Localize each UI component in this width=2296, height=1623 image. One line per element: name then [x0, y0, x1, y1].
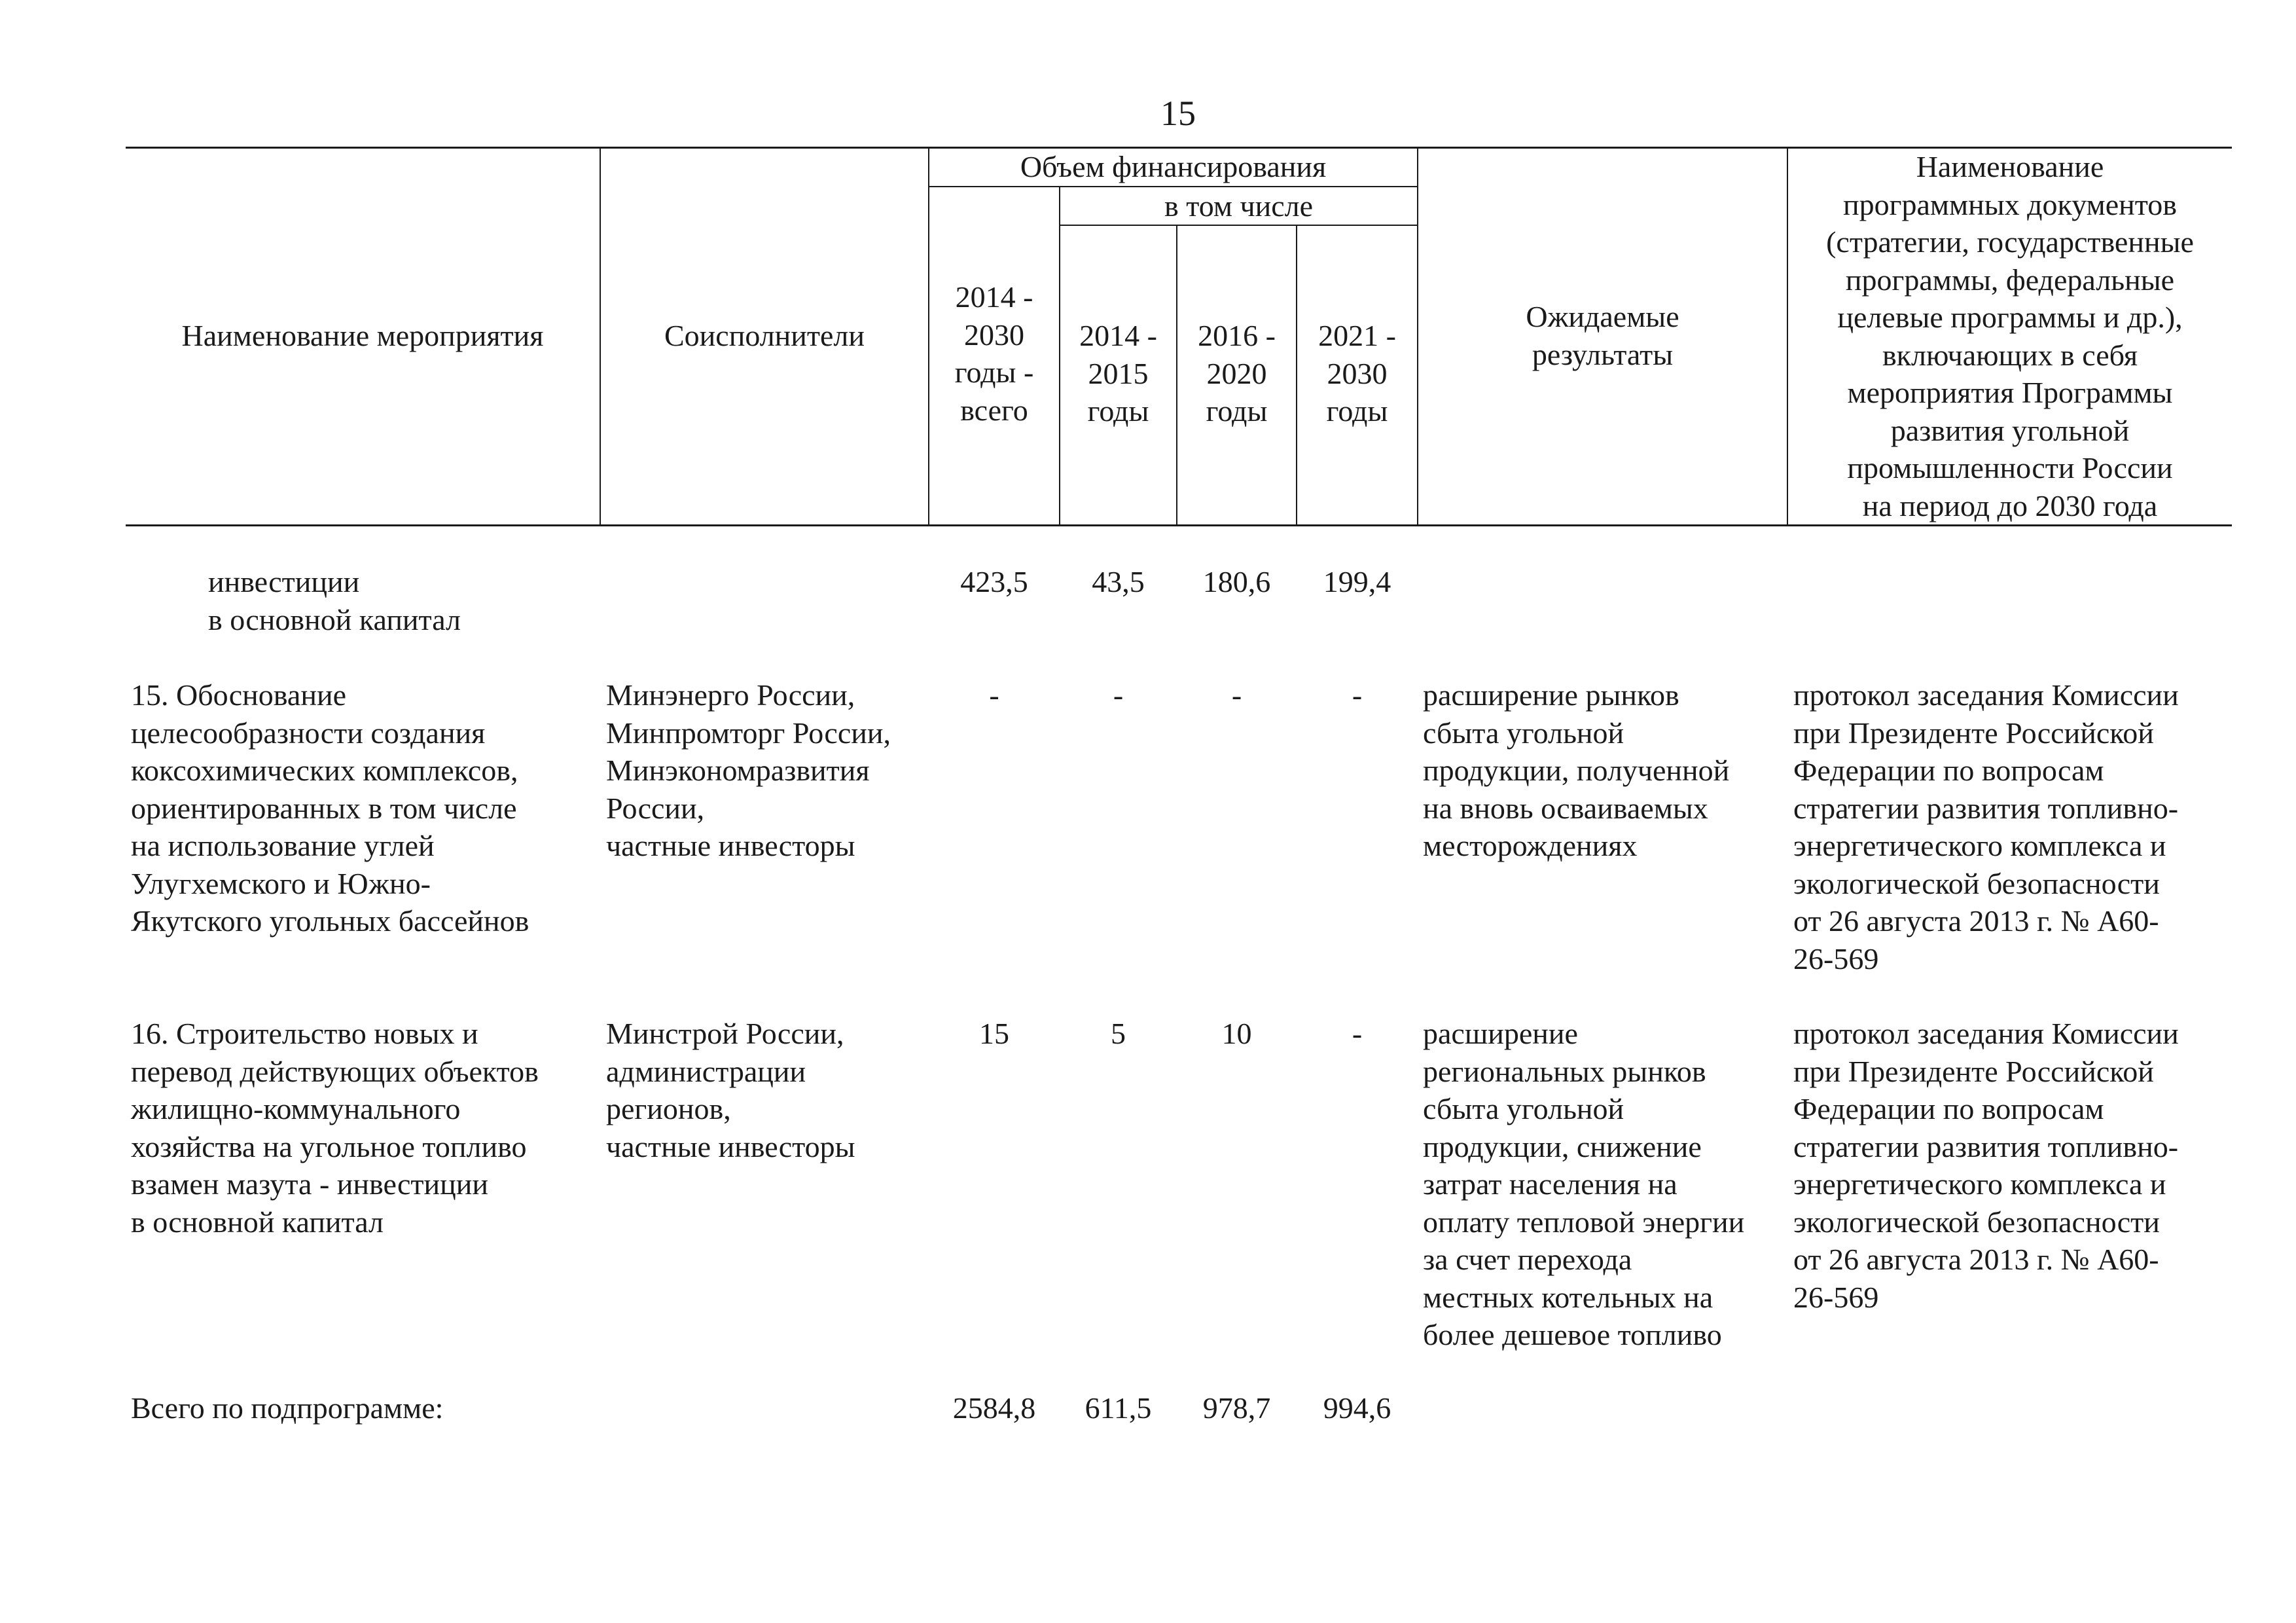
row-15-total: -: [989, 678, 999, 712]
row-16-period1: 5: [1111, 1017, 1126, 1050]
header-total-col: [929, 278, 1059, 429]
header-docs-line: целевые программы и др.),: [1837, 301, 2183, 334]
row-name-line: взамен мазута - инвестиции: [131, 1167, 489, 1201]
row-result-line: месторождениях: [1423, 829, 1638, 862]
row-result-line: расширение рынков: [1423, 678, 1679, 712]
table-row-15-name: [131, 676, 529, 940]
row-document-line: экологической безопасности: [1793, 866, 2160, 900]
row-15-period3: -: [1352, 678, 1363, 712]
table-row-16-results: [1423, 1015, 1744, 1354]
row-name-line: на использование углей: [131, 829, 435, 862]
header-docs-line: программы, федеральные: [1845, 263, 2175, 297]
header-period1-line: годы: [1087, 394, 1149, 428]
row-15-period2: -: [1231, 678, 1242, 712]
header-docs-line: включающих в себя: [1882, 338, 2138, 372]
header-event-name: Наименование мероприятия: [181, 319, 544, 352]
header-period3-line: 2030: [1327, 356, 1388, 390]
row-investments-period1: 43,5: [1092, 565, 1145, 598]
total-row-period1: 611,5: [1085, 1391, 1152, 1425]
row-name-line: в основной капитал: [131, 1205, 384, 1239]
row-result-line: сбыта угольной: [1423, 1092, 1624, 1125]
table-row-16-documents: [1793, 1015, 2179, 1316]
header-coexecutors: Соисполнители: [664, 319, 865, 352]
row-result-line: продукции, снижение: [1423, 1129, 1702, 1163]
header-period3-line: 2021 -: [1318, 319, 1396, 352]
row-document-line: стратегии развития топливно-: [1793, 1129, 2179, 1163]
row-document-line: энергетического комплекса и: [1793, 1167, 2166, 1201]
header-bottom-rule: [126, 524, 2232, 526]
header-period1-line: 2015: [1088, 356, 1149, 390]
row-investments-period3: 199,4: [1323, 565, 1391, 598]
row-result-line: за счет перехода: [1423, 1243, 1632, 1276]
row-name-line: 16. Строительство новых и: [131, 1017, 478, 1050]
row-document-line: Федерации по вопросам: [1793, 1092, 2104, 1125]
header-results-line: результаты: [1532, 337, 1674, 371]
row-result-line: продукции, полученной: [1423, 754, 1730, 787]
header-period3: [1297, 317, 1417, 430]
table-row-15-results: [1423, 676, 1729, 865]
row-result-line: расширение: [1423, 1017, 1578, 1050]
row-name-line: Улугхемского и Южно-: [131, 866, 431, 900]
row-coexecutor-line: администрации: [606, 1054, 806, 1088]
row-document-line: от 26 августа 2013 г. № А60-: [1793, 1243, 2159, 1276]
row-name-line: коксохимических комплексов,: [131, 754, 518, 787]
row-16-period2: 10: [1221, 1017, 1252, 1050]
row-document-line: протокол заседания Комиссии: [1793, 678, 2179, 712]
row-coexecutor-line: Минэнерго России,: [606, 678, 855, 712]
row-result-line: региональных рынков: [1423, 1054, 1706, 1088]
row-coexecutor-line: Минстрой России,: [606, 1017, 844, 1050]
row-result-line: затрат населения на: [1423, 1167, 1677, 1201]
table-row-investments-name: [208, 563, 461, 638]
header-program-documents: [1788, 148, 2232, 524]
row-document-line: 26-569: [1793, 1280, 1879, 1314]
header-docs-line: программных документов: [1843, 187, 2177, 221]
row-document-line: энергетического комплекса и: [1793, 829, 2166, 862]
header-docs-line: мероприятия Программы: [1847, 376, 2173, 409]
row-name-line: Якутского угольных бассейнов: [131, 904, 529, 938]
row-result-line: оплату тепловой энергии: [1423, 1205, 1745, 1239]
header-expected-results: [1418, 298, 1787, 373]
row-investments-total: 423,5: [960, 565, 1028, 598]
table-row-16-coexecutors: [606, 1015, 855, 1165]
row-16-period3: -: [1352, 1017, 1363, 1050]
header-total-line: годы -: [954, 356, 1034, 389]
row-name-line: целесообразности создания: [131, 716, 486, 750]
row-coexecutor-line: Минпромторг России,: [606, 716, 891, 750]
row-result-line: более дешевое топливо: [1423, 1318, 1722, 1351]
total-row-total: 2584,8: [952, 1391, 1036, 1425]
header-including: в том числе: [1164, 189, 1313, 223]
row-document-line: стратегии развития топливно-: [1793, 791, 2179, 825]
row-document-line: при Президенте Российской: [1793, 716, 2154, 750]
row-15-period1: -: [1113, 678, 1124, 712]
row-result-line: местных котельных на: [1423, 1280, 1713, 1314]
header-period2-line: 2016 -: [1198, 319, 1276, 352]
row-name-line: инвестиции: [208, 565, 360, 598]
header-docs-line: на период до 2030 года: [1862, 488, 2158, 522]
row-document-line: Федерации по вопросам: [1793, 754, 2104, 787]
table-row-15-documents: [1793, 676, 2179, 977]
row-coexecutor-line: частные инвесторы: [606, 829, 855, 862]
row-investments-period2: 180,6: [1202, 565, 1271, 598]
row-name-line: жилищно-коммунального: [131, 1092, 461, 1125]
header-docs-line: промышленности России: [1847, 451, 2173, 484]
header-period1-line: 2014 -: [1079, 319, 1157, 352]
header-period2: [1177, 317, 1296, 430]
header-funding-volume: Объем финансирования: [1020, 150, 1327, 183]
header-period1: [1060, 317, 1176, 430]
row-name-line: 15. Обоснование: [131, 678, 346, 712]
total-row-period2: 978,7: [1202, 1391, 1271, 1425]
row-16-total: 15: [979, 1017, 1009, 1050]
row-name-line: ориентированных в том числе: [131, 791, 517, 825]
header-docs-line: (стратегии, государственные: [1826, 225, 2194, 259]
row-result-line: на вновь осваиваемых: [1423, 791, 1708, 825]
total-row-period3: 994,6: [1323, 1391, 1391, 1425]
header-total-line: всего: [960, 393, 1028, 427]
table-row-16-name: [131, 1015, 539, 1241]
row-document-line: от 26 августа 2013 г. № А60-: [1793, 904, 2159, 938]
header-docs-line: Наименование: [1916, 150, 2104, 183]
header-total-line: 2014 -: [955, 280, 1033, 314]
row-name-line: в основной капитал: [208, 602, 461, 636]
row-coexecutor-line: Минэкономразвития: [606, 754, 870, 787]
row-document-line: 26-569: [1793, 941, 1879, 976]
header-period3-line: годы: [1326, 394, 1388, 428]
row-coexecutor-line: регионов,: [606, 1092, 731, 1125]
header-period2-line: годы: [1206, 394, 1268, 428]
row-coexecutor-line: частные инвесторы: [606, 1129, 855, 1163]
row-name-line: хозяйства на угольное топливо: [131, 1129, 527, 1163]
header-total-line: 2030: [964, 318, 1024, 352]
header-docs-line: развития угольной: [1890, 413, 2130, 447]
row-document-line: при Президенте Российской: [1793, 1054, 2154, 1088]
table-row-15-coexecutors: [606, 676, 891, 865]
total-row-label: Всего по подпрограмме:: [131, 1391, 444, 1425]
row-document-line: экологической безопасности: [1793, 1205, 2160, 1239]
row-result-line: сбыта угольной: [1423, 716, 1624, 750]
row-name-line: перевод действующих объектов: [131, 1054, 539, 1088]
header-period2-line: 2020: [1206, 356, 1267, 390]
page-number: 15: [1160, 94, 1196, 133]
header-results-line: Ожидаемые: [1526, 300, 1679, 333]
row-coexecutor-line: России,: [606, 791, 705, 825]
row-document-line: протокол заседания Комиссии: [1793, 1017, 2179, 1050]
